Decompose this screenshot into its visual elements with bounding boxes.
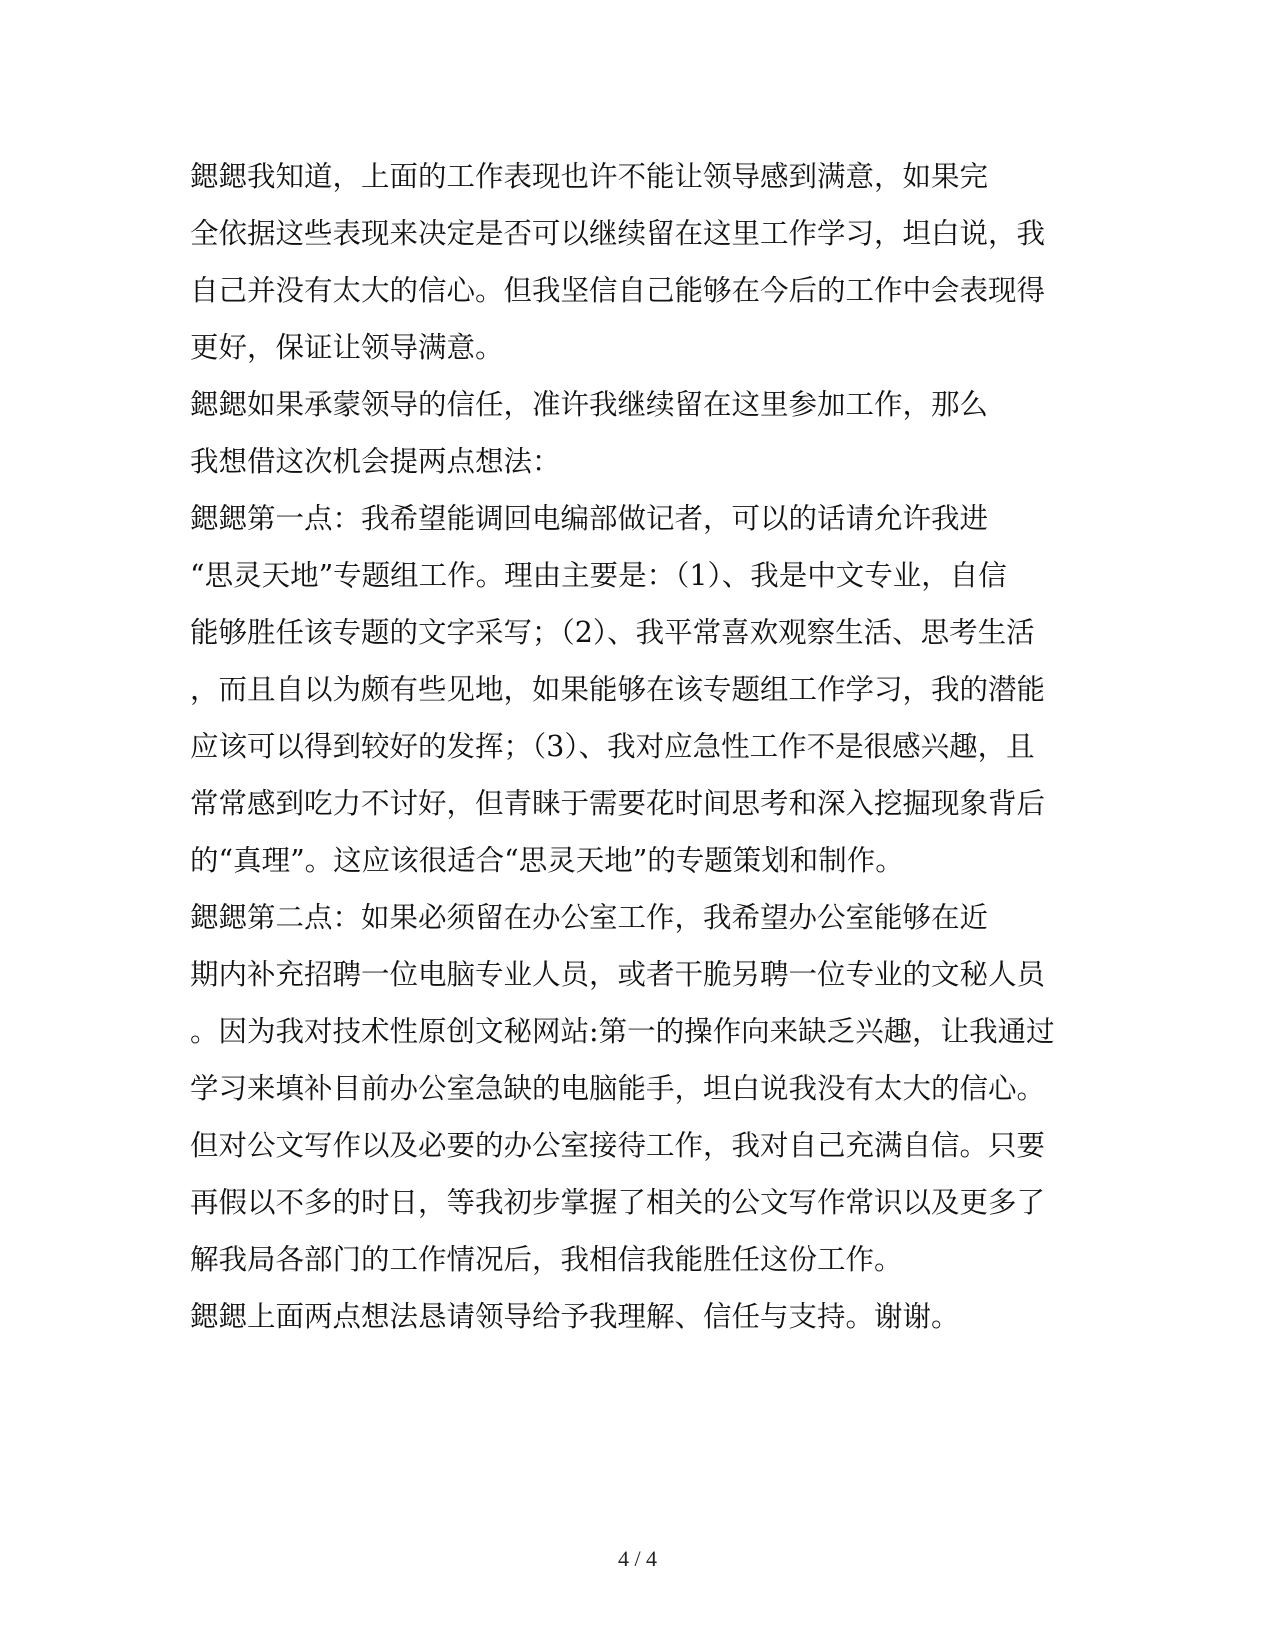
- document-body: [190, 148, 1090, 1345]
- paragraph-1: 鍶鍶我知道，上面的工作表现也许不能让领导感到满意，如果完 全依据这些表现来决定是否可以继续留在这里工作学习，坦白说，我 自己并没有太大的信心。但我坚信自己能够在今后的工作中会表现得 更好，保证让领导满意。: [190, 160, 1046, 364]
- paragraph-5: 鍶鍶上面两点想法恳请领导给予我理解、信任与支持。谢谢。: [190, 1300, 960, 1333]
- paragraph-2: 鍶鍶如果承蒙领导的信任，准许我继续留在这里参加工作，那么 我想借这次机会提两点想法：: [190, 388, 989, 478]
- paragraph-4: 鍶鍶第二点：如果必须留在办公室工作，我希望办公室能够在近 期内补充招聘一位电脑专业人员，或者干脆另聘一位专业的文秘人员 。因为我对技术性原创文秘网站:第一的操作向来缺乏兴趣，让我通过 学习来填补目前办公室急缺的电脑能手，坦白说我没有太大的信心。 但对公文写作以及必要的办公室接待工作，我对自己充满自信。只要 再假以不多的时日，等我初步掌握了相关的公文写作常识以及更多了 解我局各部门的工作情况后，我相信我能胜任这份工作。: [190, 901, 1055, 1276]
- page-number: 4 / 4: [617, 1546, 658, 1571]
- paragraph-3: 鍶鍶第一点：我希望能调回电编部做记者，可以的话请允许我进 “思灵天地”专题组工作。理由主要是：（1）、我是中文专业，自信 能够胜任该专题的文字采写；（2）、我平常喜欢观察生活、思考生活 ，而且自以为颇有些见地，如果能够在该专题组工作学习，我的潜能 应该可以得到较好的发挥；（3）、我对应急性工作不是很感兴趣，且 常常感到吃力不讨好，但青睐于需要花时间思考和深入挖掘现象背后 的“真理”。这应该很适合“思灵天地”的专题策划和制作。: [190, 502, 1046, 877]
